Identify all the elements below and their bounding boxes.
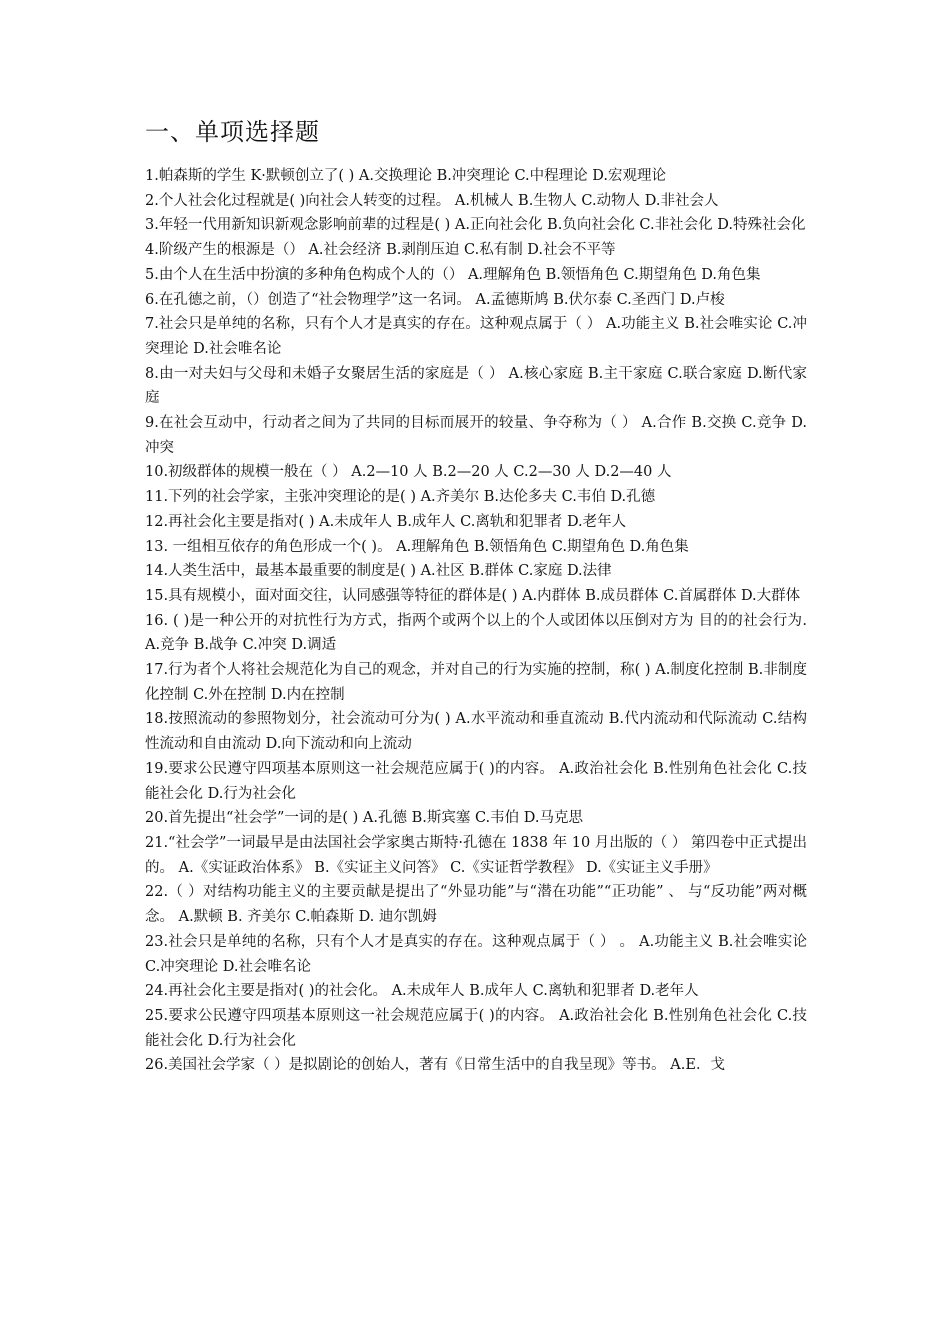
question-item: 7.社会只是单纯的名称，只有个人才是真实的存在。这种观点属于（ ） A.功能主义 B.社会唯实论 C.冲突理论 D.社会唯名论 xyxy=(145,316,807,357)
question-item: 6.在孔德之前，（）创造了“社会物理学”这一名词。 A.孟德斯鸠 B.伏尔泰 C.圣西门 D.卢梭 xyxy=(145,291,725,308)
question-item: 3.年轻一代用新知识新观念影响前辈的过程是( ) A.正向社会化 B.负向社会化 C.非社会化 D.特殊社会化 xyxy=(145,217,806,234)
question-item: 12.再社会化主要是指对( ) A.未成年人 B.成年人 C.离轨和犯罪者 D.老年人 xyxy=(145,513,627,530)
question-item: 15.具有规模小，面对面交往，认同感强等特征的群体是( ) A.内群体 B.成员群体 C.首属群体 D.大群体 xyxy=(145,587,801,604)
question-list xyxy=(145,164,807,1078)
section-title: 一、单项选择题 xyxy=(145,118,320,146)
question-item: 19.要求公民遵守四项基本原则这一社会规范应属于( )的内容。 A.政治社会化 B.性别角色社会化 C.技能社会化 D.行为社会化 xyxy=(145,760,807,802)
question-item: 24.再社会化主要是指对( )的社会化。 A.未成年人 B.成年人 C.离轨和犯罪者 D.老年人 xyxy=(145,983,699,1000)
question-item: 1.帕森斯的学生 K·默顿创立了( ) A.交换理论 B.冲突理论 C.中程理论 D.宏观理论 xyxy=(145,168,666,184)
question-item: 13. 一组相互依存的角色形成一个( )。 A.理解角色 B.领悟角色 C.期望角色 D.角色集 xyxy=(145,538,689,555)
question-item: 5.由个人在生活中扮演的多种角色构成个人的（） A.理解角色 B.领悟角色 C.期望角色 D.角色集 xyxy=(145,266,761,283)
question-item: 18.按照流动的参照物划分，社会流动可分为( ) A.水平流动和垂直流动 B.代内流动和代际流动 C.结构性流动和自由流动 D.向下流动和向上流动 xyxy=(145,711,807,753)
question-item: 9.在社会互动中，行动者之间为了共同的目标而展开的较量、争夺称为（ ） A.合作 B.交换 C.竞争 D.冲突 xyxy=(145,415,807,456)
question-item: 16. ( )是一种公开的对抗性行为方式，指两个或两个以上的个人或团体以压倒对方为 目的的社会行为. A.竞争 B.战争 C.冲突 D.调适 xyxy=(145,612,807,654)
question-item: 2.个人社会化过程就是( )向社会人转变的过程。 A.机械人 B.生物人 C.动物人 D.非社会人 xyxy=(145,192,719,209)
question-item: 4.阶级产生的根源是（） A.社会经济 B.剥削压迫 C.私有制 D.社会不平等 xyxy=(145,242,616,259)
question-item: 26.美国社会学家（ ）是拟剧论的创始人，著有《日常生活中的自我呈现》等书。 A.E．戈 xyxy=(145,1057,725,1074)
question-item: 23.社会只是单纯的名称，只有个人才是真实的存在。这种观点属于（ ） 。 A.功能主义 B.社会唯实论 C.冲突理论 D.社会唯名论 xyxy=(145,933,807,975)
question-item: 17.行为者个人将社会规范化为自己的观念，并对自己的行为实施的控制，称( ) A.制度化控制 B.非制度化控制 C.外在控制 D.内在控制 xyxy=(145,662,807,703)
question-item: 25.要求公民遵守四项基本原则这一社会规范应属于( )的内容。 A.政治社会化 B.性别角色社会化 C.技能社会化 D.行为社会化 xyxy=(145,1007,807,1049)
question-item: 10.初级群体的规模一般在（ ） A.2—10 人 B.2—20 人 C.2—30 人 D.2—40 人 xyxy=(145,464,672,481)
question-item: 8.由一对夫妇与父母和未婚子女聚居生活的家庭是（ ） A.核心家庭 B.主干家庭 C.联合家庭 D.断代家庭 xyxy=(145,365,807,407)
question-item: 11.下列的社会学家，主张冲突理论的是( ) A.齐美尔 B.达伦多夫 C.韦伯 D.孔德 xyxy=(145,489,656,506)
question-item: 20.首先提出“社会学”一词的是( ) A.孔德 B.斯宾塞 C.韦伯 D.马克思 xyxy=(145,810,583,827)
question-item: 14.人类生活中，最基本最重要的制度是( ) A.社区 B.群体 C.家庭 D.法律 xyxy=(145,563,612,580)
question-item: 21.“社会学”一词最早是由法国社会学家奥古斯特·孔德在 1838 年 10 月出版的（ ） 第四卷中正式提出的。 A.《实证政治体系》 B.《实证主义问答》 C.《实证哲学教程》 D.《实证主义手册》 xyxy=(145,834,807,876)
question-item: 22.（ ）对结构功能主义的主要贡献是提出了“外显功能”与“潜在功能”“正功能” 、 与“反功能”两对概念。 A.默顿 B. 齐美尔 C.帕森斯 D. 迪尔凯姆 xyxy=(145,884,807,926)
